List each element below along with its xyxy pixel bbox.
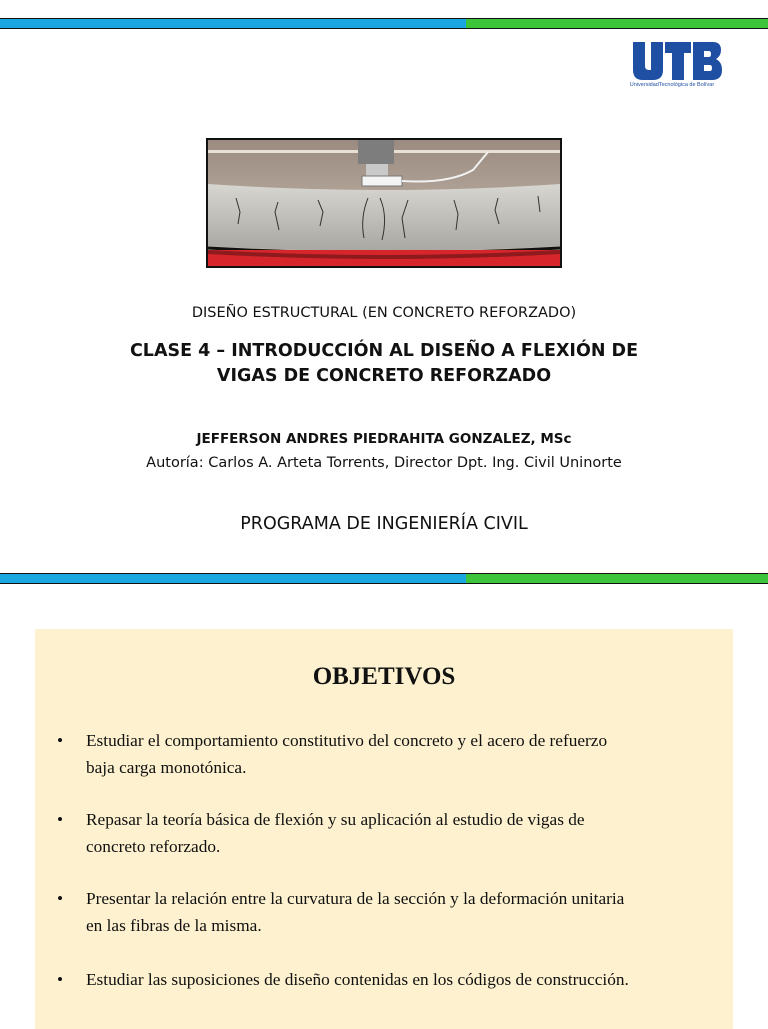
bottom-accent-bar xyxy=(0,573,768,584)
author-name: JEFFERSON ANDRES PIEDRAHITA GONZALEZ, MSc xyxy=(196,431,572,447)
objectives-slide xyxy=(35,629,733,1029)
objective-text-line1: Repasar la teoría básica de flexión y su aplicación al estudio de vigas de xyxy=(86,810,585,829)
lecture-title-line2: VIGAS DE CONCRETO REFORZADO xyxy=(216,366,552,386)
beam-test-photo xyxy=(206,138,562,268)
course-subtitle: DISEÑO ESTRUCTURAL (EN CONCRETO REFORZADO) xyxy=(191,305,577,321)
objective-text-line2: en las fibras de la misma. xyxy=(86,916,262,935)
bullet-icon: • xyxy=(57,889,64,908)
bullet-icon: • xyxy=(57,970,64,989)
objective-text-line1: Estudiar las suposiciones de diseño contenidas en los códigos de construcción. xyxy=(86,970,629,989)
top-accent-bar xyxy=(0,18,768,29)
lecture-title-line1: CLASE 4 – INTRODUCCIÓN AL DISEÑO A FLEXIÓN DE xyxy=(129,341,639,361)
objective-text-line1: Estudiar el comportamiento constitutivo del concreto y el acero de refuerzo xyxy=(86,731,608,750)
objective-text-line2: concreto reforzado. xyxy=(86,837,221,856)
accent-bar-green xyxy=(466,573,768,584)
accent-bar-blue xyxy=(0,573,466,584)
lecture-title xyxy=(0,339,768,389)
objectives-title: OBJETIVOS xyxy=(312,663,456,690)
objective-text-line1: Presentar la relación entre la curvatura de la sección y la deformación unitaria xyxy=(86,889,625,908)
accent-bar-green xyxy=(466,18,768,29)
bullet-icon: • xyxy=(57,810,64,829)
program-name: PROGRAMA DE INGENIERÍA CIVIL xyxy=(240,514,528,534)
authorship-credit: Autoría: Carlos A. Arteta Torrents, Director Dpt. Ing. Civil Uninorte xyxy=(146,455,622,471)
accent-bar-blue xyxy=(0,18,466,29)
objective-text-line2: baja carga monotónica. xyxy=(86,758,247,777)
logo-caption: UniversidadTecnológica de Bolívar xyxy=(629,82,715,88)
bullet-icon: • xyxy=(57,731,64,750)
